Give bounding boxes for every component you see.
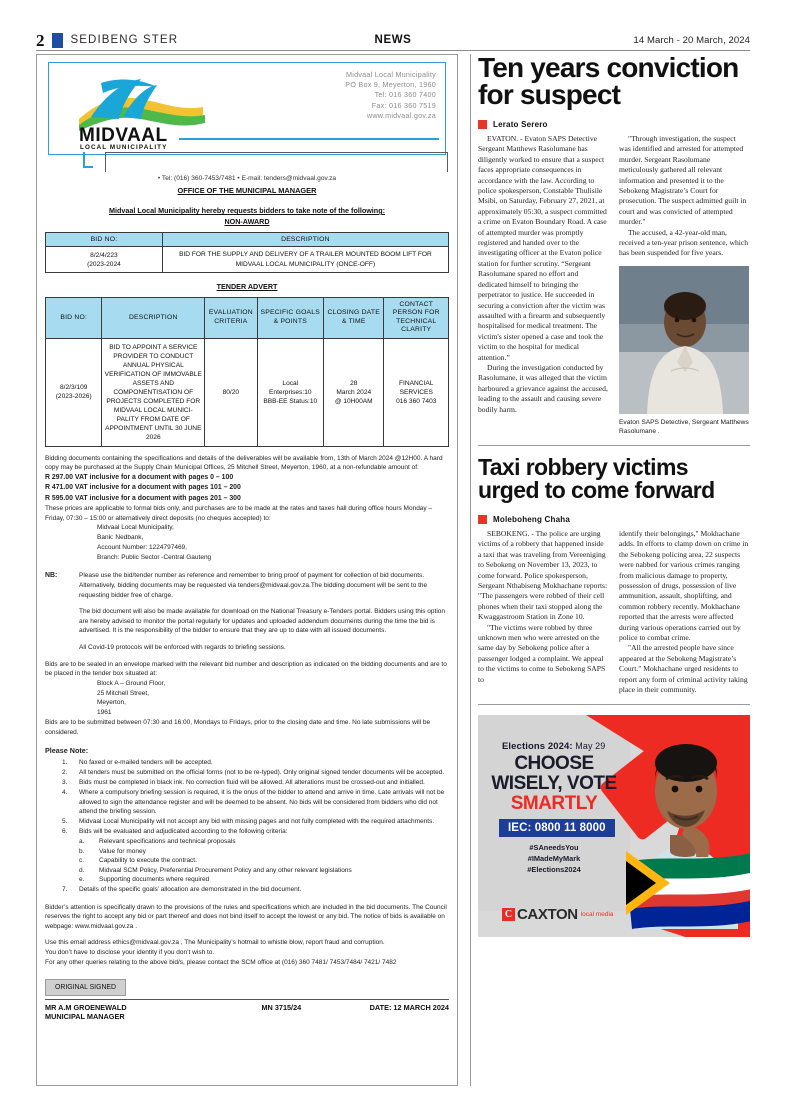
ad-slogan-top (478, 754, 630, 793)
paragraph: "Through investigation, the suspect was identified and arrested for attempted murder. Sergeant Rasolumane meticulously gathered all relevant information and presented it to the Sebokeng Magistrate’s Court for prosecution. The suspect admitted guilt in court and was convicted of attempted murder." (619, 134, 747, 227)
spacer (45, 931, 449, 938)
ethics-line-3: For any other queries relating to the above bid/s, please contact the SCM office at (016) 360 7481/ 7453/7484/ 7421/ 7482 (45, 958, 397, 966)
note-text: Where a compulsory briefing session is required, it is the onus of the bidder to attend and arrive in time. Late arrivals will not be allowed to sign the attendance register and will be deemed to be absent. No bids will be considered from bidders who did not attend the briefing session. (79, 789, 445, 816)
tender-advert-panel (36, 54, 458, 1086)
note-number: 5. (62, 818, 68, 826)
byline-author: Moleboheng Chaha (493, 514, 570, 524)
criteria-item (79, 847, 449, 857)
bank-line: Midvaal Local Municipality, (97, 524, 174, 532)
note-number: 7. (62, 886, 68, 894)
spacer (79, 600, 449, 607)
letterhead-address (345, 70, 436, 121)
non-award-heading: NON-AWARD (224, 217, 270, 226)
bid-no-line1: 8/2/4/223 (90, 251, 118, 259)
closing-line1: 28 (350, 379, 358, 387)
note-text: Details of the specific goals’ allocation are demonstrated in the bid document. (79, 886, 302, 894)
address-line: PO Box 9, Meyerton, 1960 (345, 80, 436, 90)
photo-detective-portrait (619, 266, 749, 414)
article-1-photo (619, 266, 749, 414)
signature-row (45, 1003, 449, 1022)
criteria-text: Relevant specifications and technical proposals (99, 837, 236, 845)
article-2-col-2 (619, 529, 749, 696)
cell-description: BID TO APPOINT A SERVICE PROVIDER TO CONDUCT ANNUAL PHYSICAL VERIFICATION OF IMMOVABLE ASSETS AND COMPONENTISATION OF PROJECTS COMPLETED FOR MIDVAAL LOCAL MUNICI-PALITY FROM DATE OF APPOINTMENT UNTIL 30 JUNE 2026 (102, 338, 205, 446)
column-header-contact: CONTACT PERSON FOR TECHNICAL CLARITY (384, 298, 449, 339)
bid-no-line2: (2023-2024 (87, 260, 121, 268)
paragraph: "All the arrested people have since appeared at the Sebokeng Magistrate’s Court." Mokhachane urged residents to report any form of criminal activity taking place in their community. (619, 643, 748, 694)
tender-advert-table (45, 297, 449, 447)
article-divider (478, 445, 750, 446)
article-headline-1: Ten years conviction for suspect (478, 52, 739, 110)
non-award-table (45, 232, 449, 273)
ad-hashtag: #SAneedsYou (529, 843, 579, 853)
contact-line2: SERVICES (399, 388, 433, 396)
goals-line3: BBB-EE Status:10 (263, 397, 318, 405)
note-item (45, 788, 449, 817)
price-line-2: R 471.00 VAT inclusive for a document with pages 101 – 200 (45, 484, 241, 492)
table-header-row (46, 233, 449, 247)
article-1-col-1 (478, 134, 608, 436)
paragraph: "The victims were robbed by three unknown men who were arrested on the same day by Sebokeng police after a passenger lodged a complaint. We appeal to the victims to come to Sebokeng SAPS to (478, 622, 606, 684)
ad-eyebrow-rest: May 29 (572, 741, 606, 752)
bid-no-line1: 8/2/3/109 (59, 384, 88, 392)
nb-paragraph-3: All Covid-19 protocols will be enforced with regards to briefing sessions. (79, 643, 286, 651)
office-heading: OFFICE OF THE MUNICIPAL MANAGER (177, 186, 317, 195)
column-divider (470, 54, 471, 1086)
caxton-wordmark: CAXTON (517, 906, 578, 924)
masthead (36, 28, 750, 52)
criteria-item (79, 856, 449, 866)
note-item (45, 817, 449, 827)
bank-line: Bank: Nedbank, (97, 534, 144, 542)
ethics-line-1: Use this email address ethics@midvaal.gov.za , The Municipality’s hotmail to whistle blow, report fraud and corruption. (45, 939, 385, 947)
closing-line3: @ 10H00AM (334, 397, 373, 405)
article-1-photo-caption: Evaton SAPS Detective, Sergeant Matthews Rasolumane . (619, 418, 749, 435)
nb-label: NB: (45, 572, 58, 580)
submission-times-paragraph: Bids are to be submitted between 07:30 and 16:00, Mondays to Fridays, prior to the closing date and time. No late submissions will be considered. (45, 718, 431, 736)
elections-advertisement[interactable] (478, 715, 750, 937)
caxton-logo (502, 906, 614, 923)
address-line: Block A – Ground Floor, (97, 679, 166, 687)
address-line: www.midvaal.gov.za (366, 110, 436, 120)
paragraph: SEBOKENG. - The police are urging victims of a robbery that happened inside a taxi that was traveling from Vereeniging to Sebokeng on November 13, 2023, to come forward. Police spokesperson, Sergeant Nthabiseng Mokhachane reports: "The passengers were robbed of their cell phones when their taxi stopped along the Kwaggastroom Station in Zone 10. (478, 528, 608, 622)
note-text: Bids will be evaluated and adjudicated according to the following criteria: (79, 828, 288, 836)
criteria-letter: e. (79, 876, 85, 884)
bid-no-line2: (2023-2026) (55, 393, 92, 401)
section-name: NEWS (374, 34, 412, 46)
price-line-1: R 297.00 VAT inclusive for a document with pages 0 – 100 (45, 473, 234, 481)
byline-marker-icon (478, 120, 487, 129)
note-number: 1. (62, 758, 68, 766)
contact-line1: FINANCIAL (399, 379, 434, 387)
column-header-bid-no: BID NO: (46, 233, 163, 247)
request-heading: Midvaal Local Municipality hereby requests bidders to take note of the following: (109, 206, 385, 215)
criteria-letter: a. (79, 837, 85, 845)
note-item (45, 885, 449, 895)
ad-iec-hotline[interactable]: IEC: 0800 11 8000 (499, 819, 615, 837)
note-text: Bids must be completed in black ink. No correction fluid will be allowed. All alterations must be crossed-out and initialled. (79, 778, 425, 786)
criteria-text: Value for money (99, 847, 146, 855)
caxton-tagline: local media (580, 911, 614, 919)
byline-2 (478, 515, 750, 524)
note-number: 2. (62, 768, 68, 776)
note-text: No faxed or e-mailed tenders will be accepted. (79, 758, 213, 766)
letterhead-corner-tab (83, 152, 93, 168)
paragraph: The accused, a 42-year-old man, received a ten-year prison sentence, which has been suspended for five years. (619, 227, 749, 258)
payment-paragraph: These prices are applicable to formal bids only, and purchases are to be made at the rates and taxes hall during office hours Monday – Friday, 07:30 – 15:00 or alternatively direct deposits (no cheques accepted) to: (45, 505, 433, 522)
advert-date: DATE: 12 MARCH 2024 (369, 1002, 449, 1012)
cell-goals (257, 338, 323, 446)
reference-number: MN 3715/24 (261, 1002, 302, 1012)
goals-line1: Local (282, 379, 299, 387)
bank-line: Branch: Public Sector -Central Gauteng (97, 553, 212, 561)
ad-eyebrow-bold: Elections 2024: (502, 741, 573, 753)
byline-marker-icon (478, 515, 487, 524)
nb-paragraph-1: Please use the bid/tender number as reference and remember to bring proof of payment for collection of bid documents. Alternatively, bidding documents may be requested via tenders@midvaal.gov.za.The bidding document will be sent to the requesting bidder free of charge. (79, 572, 428, 599)
paragraph: identify their belongings," Mokhachane adds. In efforts to clamp down on crime in the Sebokeng policing area, 22 suspects were nabbed for various crimes ranging from malicious damage to property, possession of drugs, possession of live ammunition, assault, shoplifting, and common robbery recently. Mokhachane reported that the arrests were affected during various operations carried out by police to combat crime. (619, 528, 749, 642)
column-header-evaluation: EVALUATION CRITERIA (205, 298, 257, 339)
article-1-body-left (478, 134, 608, 415)
cell-contact (384, 338, 449, 446)
original-signed-stamp: ORIGINAL SIGNED (45, 979, 126, 996)
masthead-rule (36, 50, 750, 51)
signatory-title: MUNICIPAL MANAGER (45, 1012, 125, 1022)
criteria-text: Supporting documents where required (99, 876, 210, 884)
envelope-paragraph: Bids are to be sealed in an envelope marked with the relevant bid number and description as indicated on the bidding documents and are to be placed in the tender box situated at: (45, 660, 447, 678)
criteria-item (79, 866, 449, 876)
svg-text:MIDVAAL: MIDVAAL (79, 125, 168, 146)
spacer (45, 896, 449, 903)
goals-line2: Enterprises:10 (269, 388, 312, 396)
criteria-item (79, 837, 449, 847)
article-2-columns (478, 529, 750, 696)
criteria-text: Midvaal SCM Policy, Preferential Procurement Policy and any other relevant legislations (99, 866, 352, 874)
cell-bid-no (46, 247, 163, 273)
article-2-body-right (619, 529, 749, 696)
ad-slogan-line-3: SMARTLY (510, 793, 598, 815)
column-header-goals: SPECIFIC GOALS & POINTS (257, 298, 323, 339)
article-1-body-right (619, 134, 749, 259)
criteria-text: Capability to execute the contract. (99, 857, 197, 865)
address-line: Meyerton, (97, 699, 126, 707)
nb-body (79, 571, 449, 652)
issue-date: 14 March - 20 March, 2024 (633, 34, 750, 46)
ad-slogan-line-2: WISELY, VOTE (491, 772, 617, 794)
column-header-closing: CLOSING DATE & TIME (324, 298, 384, 339)
address-line: Tel: 016 360 7400 (374, 90, 436, 100)
criteria-letter: c. (79, 857, 85, 865)
address-line: Fax: 016 360 7519 (371, 100, 436, 110)
letterhead-underline (179, 138, 439, 140)
price-line-3: R 595.00 VAT inclusive for a document with pages 201 – 300 (45, 494, 241, 502)
tender-advert-heading: TENDER ADVERT (216, 282, 278, 291)
article-1-col-2 (619, 134, 749, 436)
criteria-list (79, 837, 449, 885)
nb-section (45, 571, 449, 652)
criteria-letter: d. (79, 866, 85, 874)
ad-hashtag: #Elections2024 (527, 864, 581, 874)
provisions-paragraph: Bidder’s attention is specifically drawn to the provisions of the rules and specifications which are included in the bid documents. The Council reserves the right to accept any bid or part thereof and does not bind itself to accept the lowest or any bid. The notice of bids is available on webpage: www.midvaal.gov.za . (45, 903, 447, 930)
spacer (79, 636, 449, 643)
article-2-col-1 (478, 529, 608, 696)
notes-list (45, 758, 449, 895)
ad-eyebrow (502, 741, 605, 752)
contact-line3: 016 360 7403 (396, 397, 437, 405)
address-line: 1961 (97, 709, 112, 717)
ethics-line-2: You don’t have to disclose your identity if you don’t wish to. (45, 948, 215, 956)
caxton-mark-icon: C (502, 908, 515, 921)
nb-paragraph-2: The bid document will also be made available for download on the National Treasury e-Tenders portal. Bidders using this option are hereby advised to monitor the portal regularly for updates and uploaded addendum documents during the time the bid is advertised. It is the responsibility of the bidder to ensure that they are up to date with all issued documents. (79, 608, 446, 635)
please-note-heading: Please Note: (45, 746, 89, 756)
article-1-columns (478, 134, 750, 436)
table-header-row (46, 298, 449, 339)
news-column (478, 54, 750, 1086)
cell-closing (324, 338, 384, 446)
note-number: 3. (62, 778, 68, 786)
closing-line2: March 2024 (336, 388, 372, 396)
availability-paragraph: Bidding documents containing the specifications and details of the deliverables will be available from, 13th of March 2024 @12H00. A hard copy may be purchased at the Supply Chain Municipal Offices, 25 Mitchell Street, Meyerton, 1960, at a non-refundable amount of: (45, 454, 443, 472)
note-item (45, 758, 449, 768)
advert-body (45, 454, 449, 1022)
byline-author: Lerato Serero (493, 120, 548, 129)
note-number: 4. (62, 789, 68, 796)
tender-box-address (97, 679, 449, 718)
article-2-body-left (478, 529, 608, 685)
bank-line: Account Number: 1224797469, (97, 543, 187, 551)
note-text: Midvaal Local Municipality will not accept any bid with missing pages and not fully completed with the required attachments. (79, 818, 435, 826)
signature-rule (45, 999, 449, 1000)
table-row (46, 247, 449, 273)
note-number: 6. (62, 828, 68, 836)
bank-details (97, 523, 449, 562)
paragraph: During the investigation conducted by Rasolumane, it was alleged that the victim harboured a grievance against the accused, leading to the assault and causing severe bodily harm. (478, 362, 608, 414)
column-header-description: DESCRIPTION (102, 298, 205, 339)
cell-bid-no (46, 338, 102, 446)
byline-1 (478, 120, 750, 129)
note-item (45, 827, 449, 885)
signatory-block (45, 1003, 227, 1022)
ad-hashtag: #IMadeMyMark (527, 853, 581, 863)
criteria-item (79, 875, 449, 885)
column-header-description: DESCRIPTION (162, 233, 448, 247)
ad-divider (478, 704, 750, 705)
ad-slogan-line-1: CHOOSE (514, 753, 594, 775)
note-item (45, 768, 449, 778)
criteria-letter: b. (79, 847, 85, 855)
page-number: 2 (36, 30, 45, 50)
paragraph: EVATON. - Evaton SAPS Detective Sergeant Matthews Rasolumane has diligently worked to ensure that a suspect faces appropriate consequences in accordance with the law. According to police spokesperson, Constable Thulisile Msibi, on Saturday, February 27, 2021, at approximately 05:30, a suspect committed a crime on Evaton Boundary Road. A case of attempted murder was promptly registered and handed over to the investigating officer at the Evaton police station for further scrutiny. “Sergeant Rasolumane spared no effort and dedicated himself to bringing the perpetrator to justice. He succeeded in securing a conviction after the victim was assaulted with a firearm and subsequently hospitalised for medical treatment. The victim's sister opened a case and took the victim to the hospital for medical attention.” (478, 134, 607, 362)
signatory-name: MR A.M GROENEWALD (45, 1002, 127, 1012)
svg-text:LOCAL MUNICIPALITY: LOCAL MUNICIPALITY (80, 144, 168, 151)
address-line: 25 Mitchell Street, (97, 689, 150, 697)
spacer (45, 653, 449, 660)
column-header-bid-no: BID NO: (46, 298, 102, 339)
note-item (45, 778, 449, 788)
letterhead-lower-box (105, 152, 448, 172)
ad-hashtags (478, 843, 630, 875)
tenders-contact-line: • Tel: (016) 360-7453/7481 • E-mail: tenders@midvaal.gov.za (157, 175, 337, 182)
cell-evaluation: 80/20 (205, 338, 257, 446)
table-row (46, 338, 449, 446)
municipality-letterhead (48, 62, 446, 155)
article-headline-2: Taxi robbery victims urged to come forward (478, 453, 715, 504)
south-african-flag-graphic (626, 847, 750, 931)
paper-name: SEDIBENG STER (70, 34, 179, 46)
cell-description: BID FOR THE SUPPLY AND DELIVERY OF A TRAILER MOUNTED BOOM LIFT FOR MIDVAAL LOCAL MUNICIPALITY (ONCE-OFF) (162, 247, 448, 273)
note-text: All tenders must be submitted on the official forms (not to be re-typed). Only original signed tender documents will be accepted. (79, 768, 445, 776)
address-line: Midvaal Local Municipality (346, 70, 436, 79)
